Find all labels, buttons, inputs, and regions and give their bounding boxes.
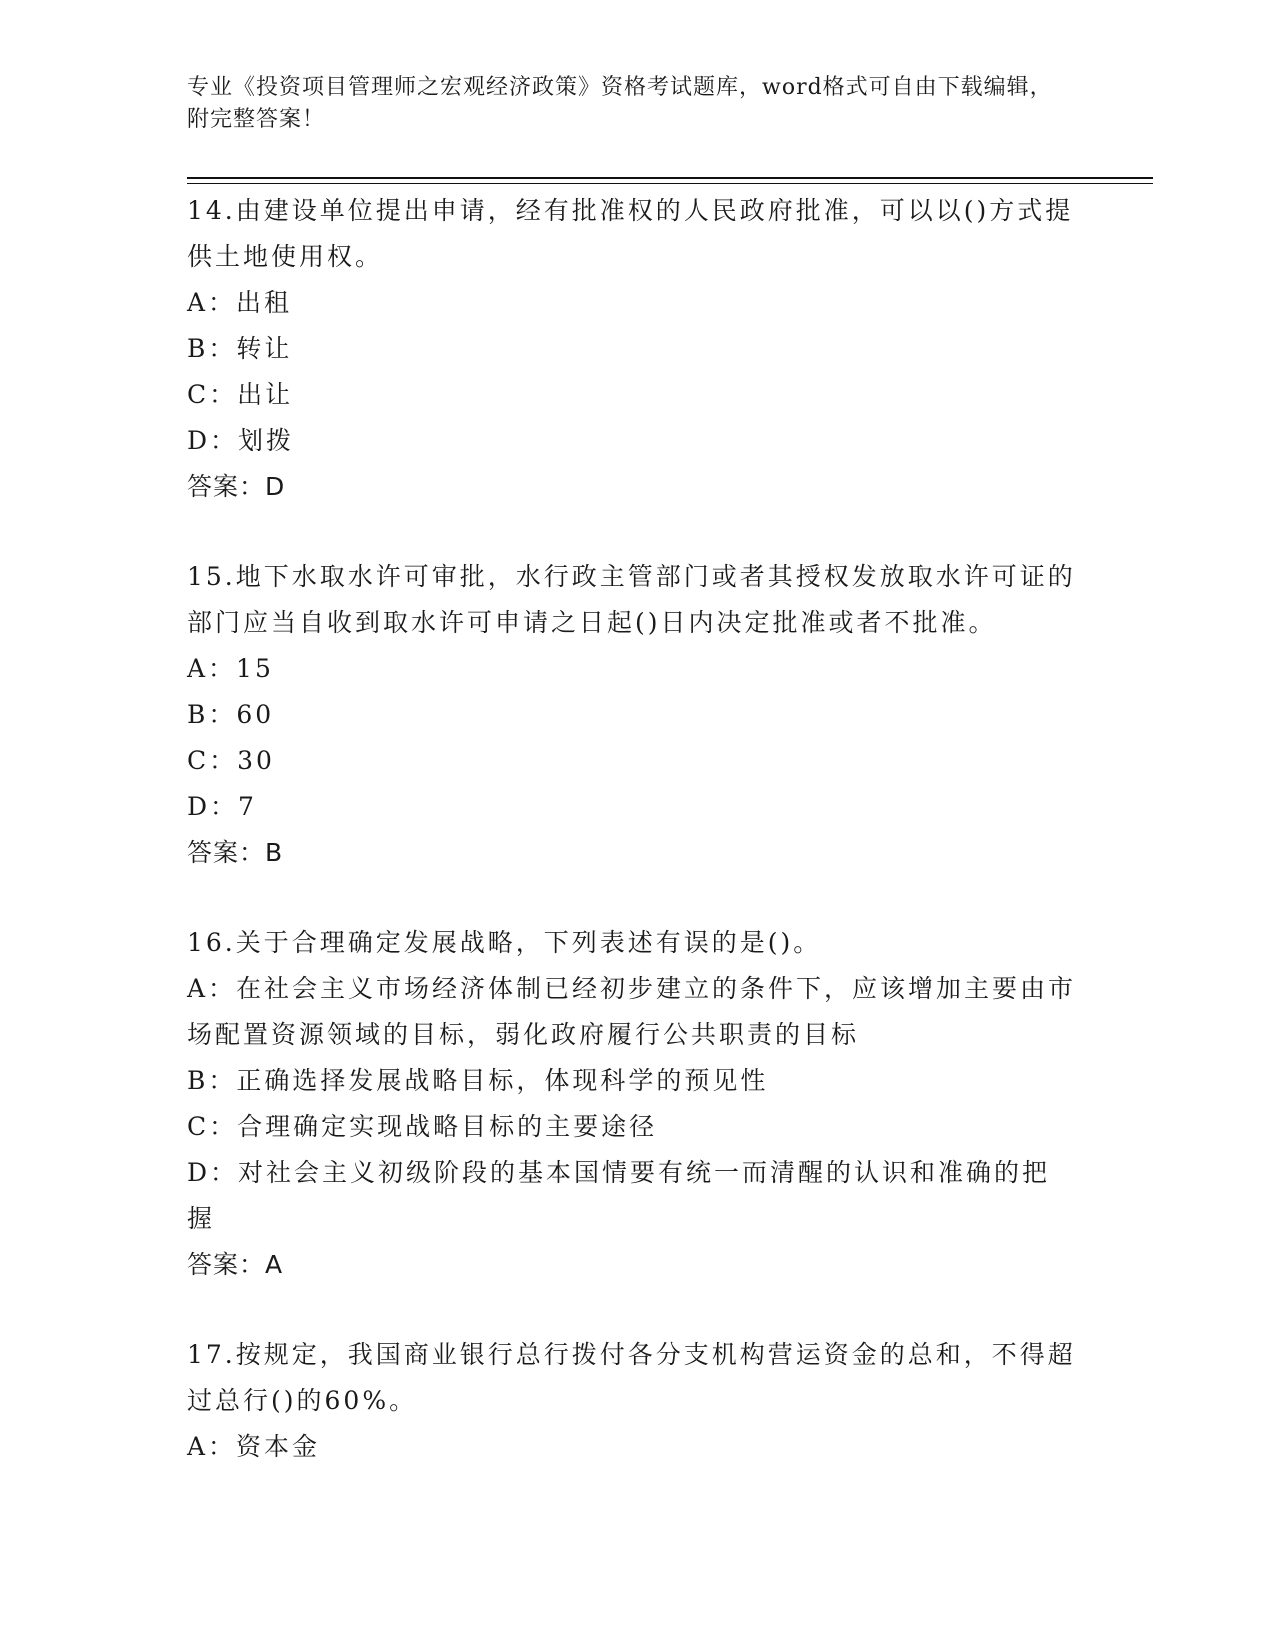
document-header: 专业《投资项目管理师之宏观经济政策》资格考试题库，word格式可自由下载编辑，附完整答案！ [187,75,1053,132]
question-15 [187,554,1077,876]
header-rule-thick [187,177,1153,179]
question-17 [187,1332,1077,1470]
question-stem: 14.由建设单位提出申请，经有批准权的人民政府批准，可以以()方式提供土地使用权。 [187,196,1074,271]
question-list [187,188,1077,1514]
option-a: A：资本金 [187,1432,321,1461]
header-rule-thin [187,183,1153,184]
question-stem: 16.关于合理确定发展战略，下列表述有误的是()。 [187,928,822,957]
option-a: A：出租 [187,288,293,317]
answer-line: 答案：D [187,472,286,501]
option-b: B：转让 [187,334,293,363]
option-d: D：划拨 [187,426,295,455]
option-b: B：60 [187,700,275,729]
answer-line: 答案：A [187,1250,284,1279]
option-c: C：合理确定实现战略目标的主要途径 [187,1112,658,1141]
answer-line: 答案：B [187,838,284,867]
option-a: A：在社会主义市场经济体制已经初步建立的条件下，应该增加主要由市场配置资源领域的目标，弱化政府履行公共职责的目标 [187,974,1077,1049]
option-b: B：正确选择发展战略目标，体现科学的预见性 [187,1066,769,1095]
question-stem: 17.按规定，我国商业银行总行拨付各分支机构营运资金的总和，不得超过总行()的60%。 [187,1340,1076,1415]
question-14 [187,188,1077,510]
option-d: D：对社会主义初级阶段的基本国情要有统一而清醒的认识和准确的把握 [187,1158,1051,1233]
option-d: D：7 [187,792,257,821]
question-16 [187,920,1077,1288]
option-c: C：30 [187,746,275,775]
option-c: C：出让 [187,380,294,409]
option-a: A：15 [187,654,274,683]
question-stem: 15.地下水取水许可审批，水行政主管部门或者其授权发放取水许可证的部门应当自收到取水许可申请之日起()日内决定批准或者不批准。 [187,562,1076,637]
